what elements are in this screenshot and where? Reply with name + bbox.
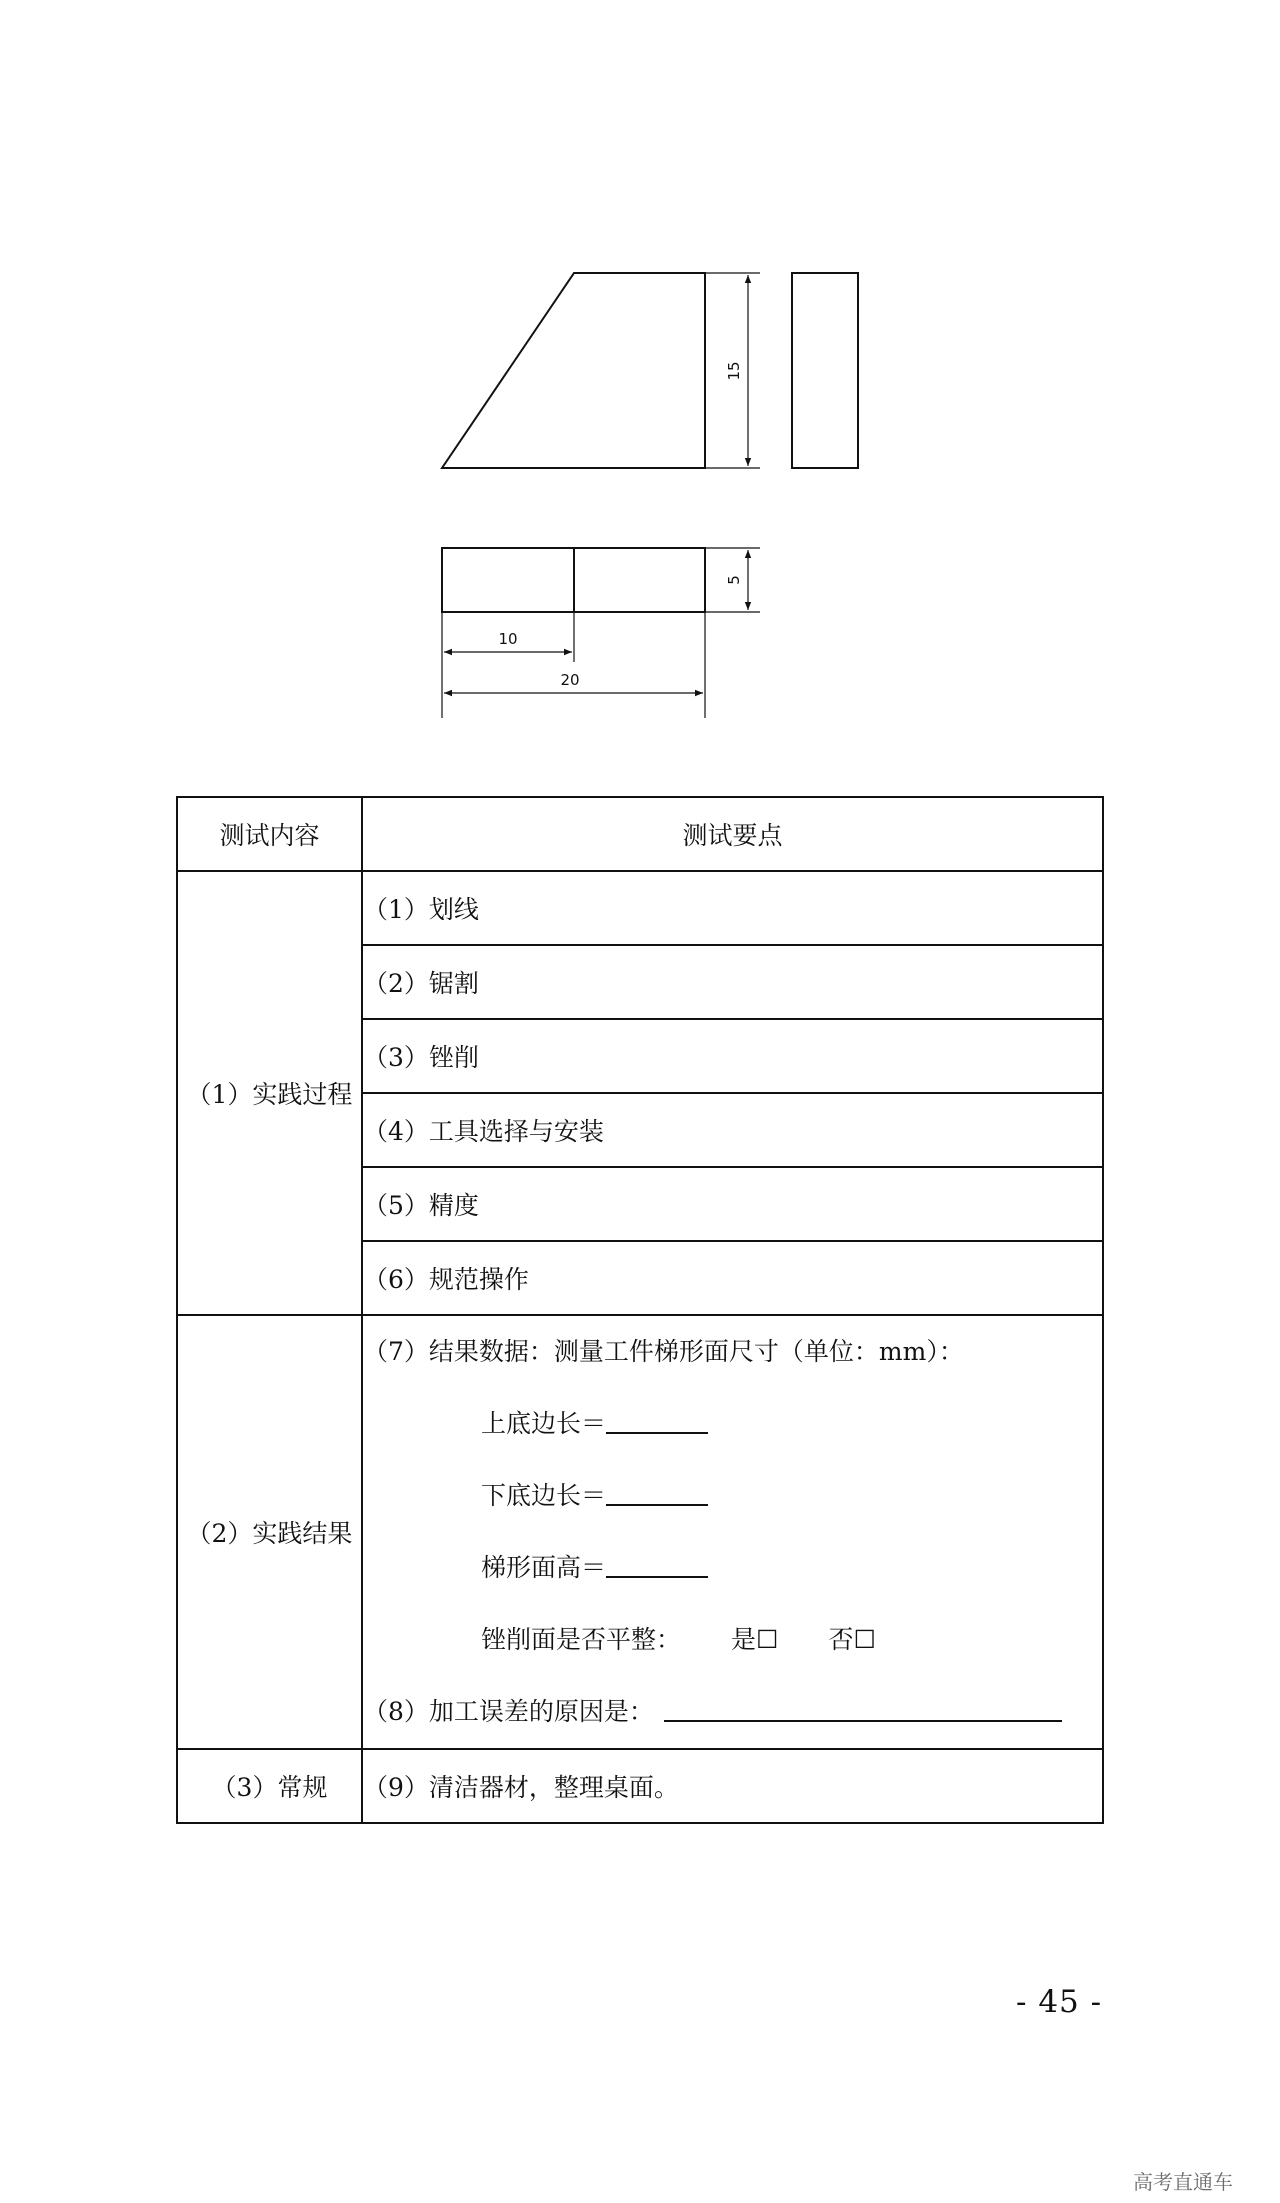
assessment-table <box>176 796 1104 1824</box>
side-view-rect <box>792 273 858 468</box>
section-routine: （3）常规 <box>177 1749 362 1823</box>
lower-base-blank[interactable] <box>606 1476 708 1506</box>
table-row <box>177 1315 1103 1749</box>
item-sawing: （2）锯割 <box>362 945 1103 1019</box>
item-precision: （5）精度 <box>362 1167 1103 1241</box>
upper-base-label: 上底边长＝ <box>481 1409 607 1438</box>
item-filing: （3）锉削 <box>362 1019 1103 1093</box>
item-tool-selection: （4）工具选择与安装 <box>362 1093 1103 1167</box>
error-cause-blank[interactable] <box>664 1692 1062 1722</box>
upper-base-line <box>363 1388 1102 1460</box>
dim-15-label: 15 <box>725 361 743 381</box>
header-test-points: 测试要点 <box>362 797 1103 871</box>
error-cause-label: （8）加工误差的原因是： <box>363 1697 654 1726</box>
dim-10-label: 10 <box>498 630 518 648</box>
item-cleanup: （9）清洁器材，整理桌面。 <box>362 1749 1103 1823</box>
table-header-row <box>177 797 1103 871</box>
upper-base-blank[interactable] <box>606 1404 708 1434</box>
section-practice-process: （1）实践过程 <box>177 871 362 1315</box>
trap-height-label: 梯形面高＝ <box>481 1553 607 1582</box>
flatness-question: 锉削面是否平整： <box>481 1625 682 1654</box>
header-test-content: 测试内容 <box>177 797 362 871</box>
table-row <box>177 871 1103 945</box>
table-row <box>177 1749 1103 1823</box>
error-cause-line <box>363 1676 1102 1748</box>
trap-height-blank[interactable] <box>606 1548 708 1578</box>
dim-20-label: 20 <box>560 671 580 689</box>
item-marking: （1）划线 <box>362 871 1103 945</box>
lower-base-line <box>363 1460 1102 1532</box>
page-number: - 45 - <box>1016 1984 1103 2020</box>
lower-base-label: 下底边长＝ <box>481 1481 607 1510</box>
watermark: 高考直通车 <box>1133 2170 1233 2194</box>
section-practice-result: （2）实践结果 <box>177 1315 362 1749</box>
front-view-trapezoid <box>442 273 705 468</box>
item-result-data: （7）结果数据：测量工件梯形面尺寸（单位：mm）： <box>363 1337 964 1366</box>
technical-drawing <box>0 0 1280 760</box>
yes-checkbox[interactable]: 是☐ <box>731 1625 779 1654</box>
item-standard-operation: （6）规范操作 <box>362 1241 1103 1315</box>
dim-5-label: 5 <box>725 575 743 585</box>
trap-height-line <box>363 1532 1102 1604</box>
result-cell <box>362 1315 1103 1749</box>
flatness-line <box>363 1604 1102 1676</box>
no-checkbox[interactable]: 否☐ <box>828 1625 876 1654</box>
